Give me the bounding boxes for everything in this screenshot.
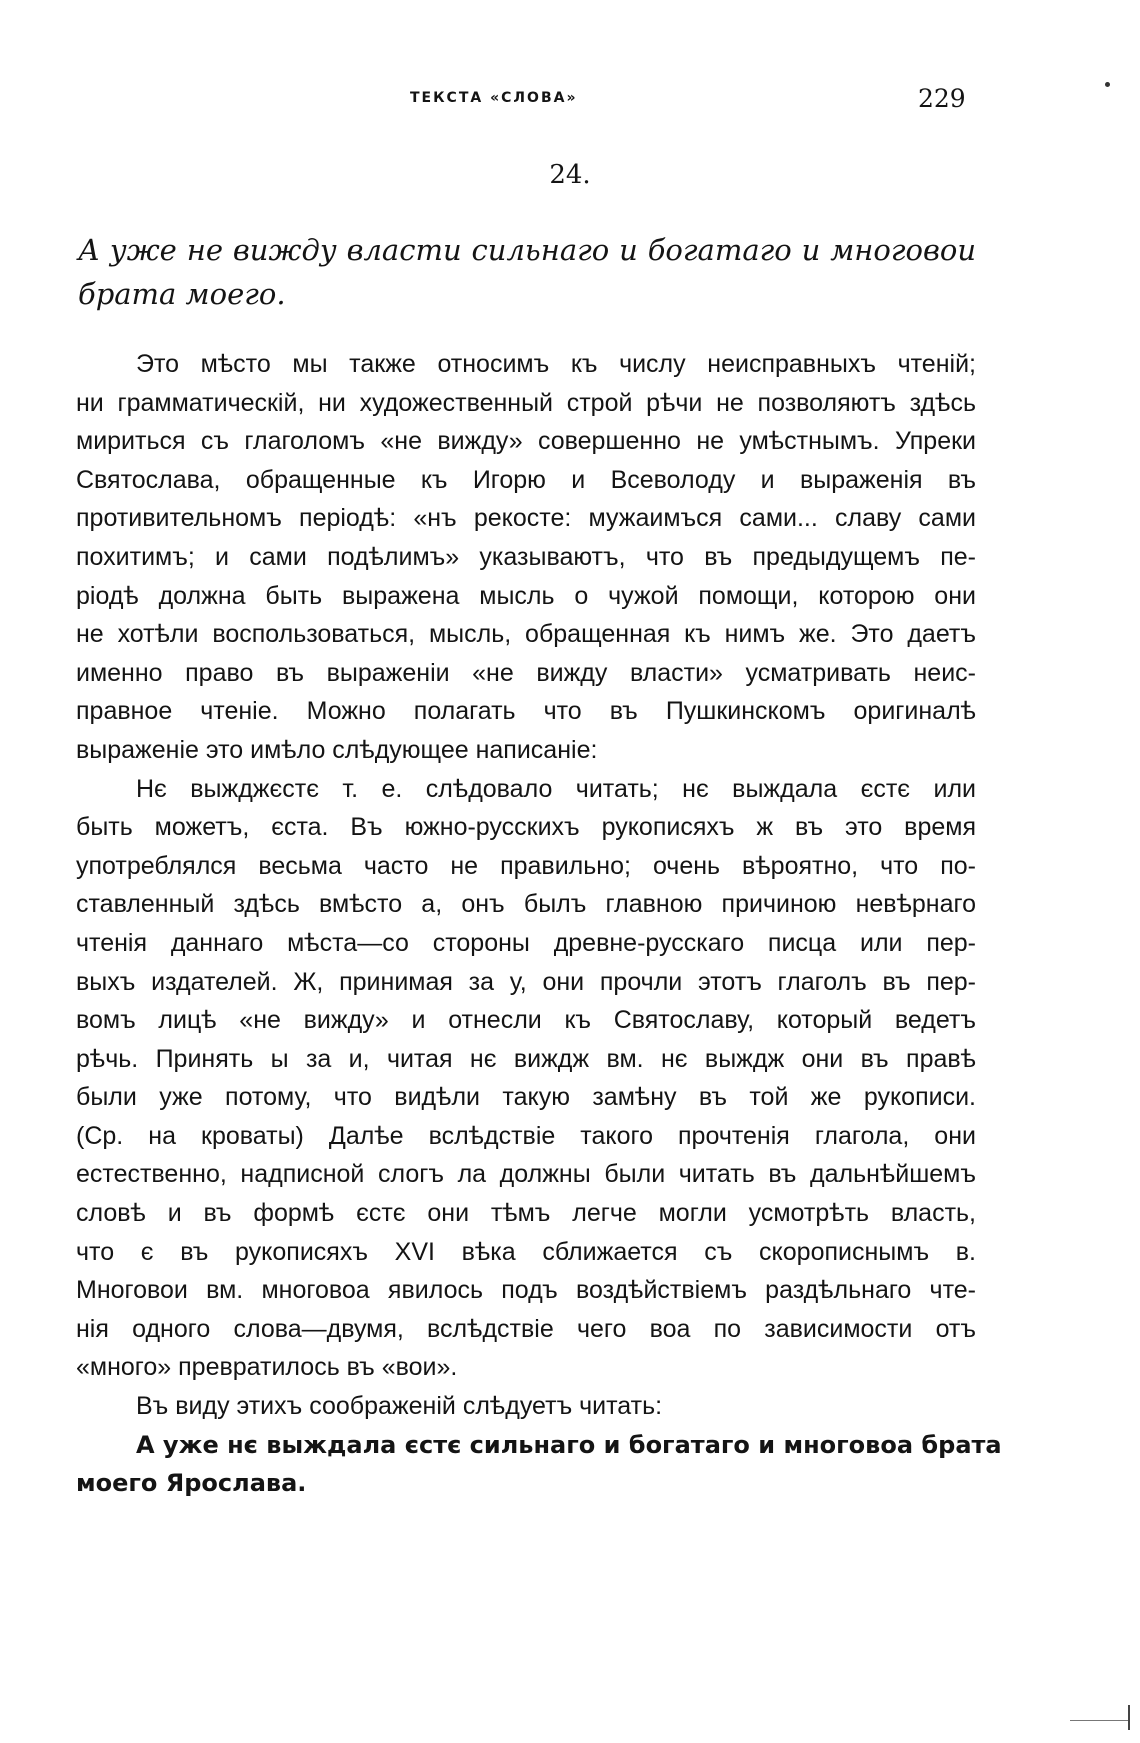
text-line: Это мѣсто мы также относимъ къ числу неисправныхъ чтенiй; — [136, 350, 976, 378]
running-head — [0, 84, 1140, 124]
text-line: «много» превратилось въ «вои». — [76, 1353, 458, 1382]
text-line: ставленный здѣсь вмѣсто а, онъ былъ главною причиною невѣрнаго — [76, 890, 976, 919]
text-line: употреблялся весьма часто не правильно; очень вѣроятно, что по- — [76, 851, 976, 880]
running-title: ТЕКСТА «СЛОВА» — [410, 90, 578, 106]
quote-line: А уже не вижду власти сильнаго и богатаго и многовои — [78, 233, 976, 267]
text-line: Святослава, обращенные къ Игорю и Всеволоду и выраженiя въ — [76, 465, 976, 494]
quoted-passage — [78, 228, 976, 316]
corner-rule — [1070, 1720, 1130, 1721]
corner-tick — [1128, 1705, 1130, 1730]
text-line: Нє выжджєстє т. е. слѣдовало читать; нє выждала єстє или — [136, 774, 976, 803]
text-line: рѣчь. Принять ы за и, читая нє виждж вм. нє выждж они въ правѣ — [76, 1044, 976, 1073]
text-line: словѣ и въ формѣ єстє они тѣмъ легче могли усмотрѣть власть, — [76, 1199, 976, 1228]
text-line: именно право въ выраженiи «не вижду власти» усматривать неис- — [76, 658, 976, 687]
text-line: нiя одного слова—двумя, вслѣдствiе чего воа по зависимости отъ — [76, 1314, 976, 1343]
text-line: выраженiе это имѣло слѣдующее написанiе: — [76, 735, 598, 764]
text-line: ни грамматическiй, ни художественный строй рѣчи не позволяютъ здѣсь — [76, 388, 976, 417]
text-line: выхъ издателей. Ж, принимая за у, они прочли этотъ глаголъ въ пер- — [76, 967, 976, 996]
text-line: Многовои вм. многовоа явилось подъ воздѣйствiемъ раздѣльнаго чте- — [76, 1276, 976, 1305]
text-line: Въ виду этихъ соображенiй слѣдуетъ читать: — [136, 1392, 663, 1421]
margin-dot — [1105, 82, 1110, 87]
text-line: быть можетъ, єста. Въ южно-русскихъ рукописяхъ ж въ это время — [76, 813, 976, 842]
text-line: что є въ рукописяхъ XVI вѣка сближается съ скорописнымъ в. — [76, 1237, 976, 1266]
text-line: вомъ лицѣ «не вижду» и отнесли къ Святославу, который ведетъ — [76, 1006, 976, 1035]
conclusion-line: моего Ярослава. — [76, 1469, 307, 1498]
text-line: правное чтенiе. Можно полагать что въ Пушкинскомъ оригиналѣ — [76, 697, 976, 726]
conclusion-line: А уже нє выждала єстє сильнаго и богатаго и многовоа брата — [136, 1430, 1002, 1459]
text-line: чтенiя даннаго мѣста—со стороны древне-русскаго писца или пер- — [76, 928, 976, 957]
text-line: противительномъ перiодѣ: «нъ рекосте: мужаимъся сами... славу сами — [76, 504, 976, 533]
text-line: естественно, надписной слогъ ла должны были читать въ дальнѣйшемъ — [76, 1160, 976, 1189]
text-line: похитимъ; и сами подѣлимъ» указываютъ, что въ предыдущемъ пе- — [76, 542, 976, 571]
text-line: были уже потому, что видѣли такую замѣну въ той же рукописи. — [76, 1083, 976, 1112]
text-line: не хотѣли воспользоваться, мысль, обращенная къ нимъ же. Это даетъ — [76, 620, 976, 649]
text-line: рiодѣ должна быть выражена мысль о чужой помощи, которою они — [76, 581, 976, 610]
text-line: мириться съ глаголомъ «не вижду» совершенно не умѣстнымъ. Упреки — [76, 427, 976, 456]
section-number: 24. — [549, 160, 591, 190]
quote-line: брата моего. — [78, 277, 286, 311]
body-text — [76, 345, 1002, 1503]
page-number: 229 — [918, 84, 966, 113]
text-line: (Ср. на кроваты) Далѣе вслѣдствiе такого прочтенiя глагола, они — [76, 1121, 976, 1150]
